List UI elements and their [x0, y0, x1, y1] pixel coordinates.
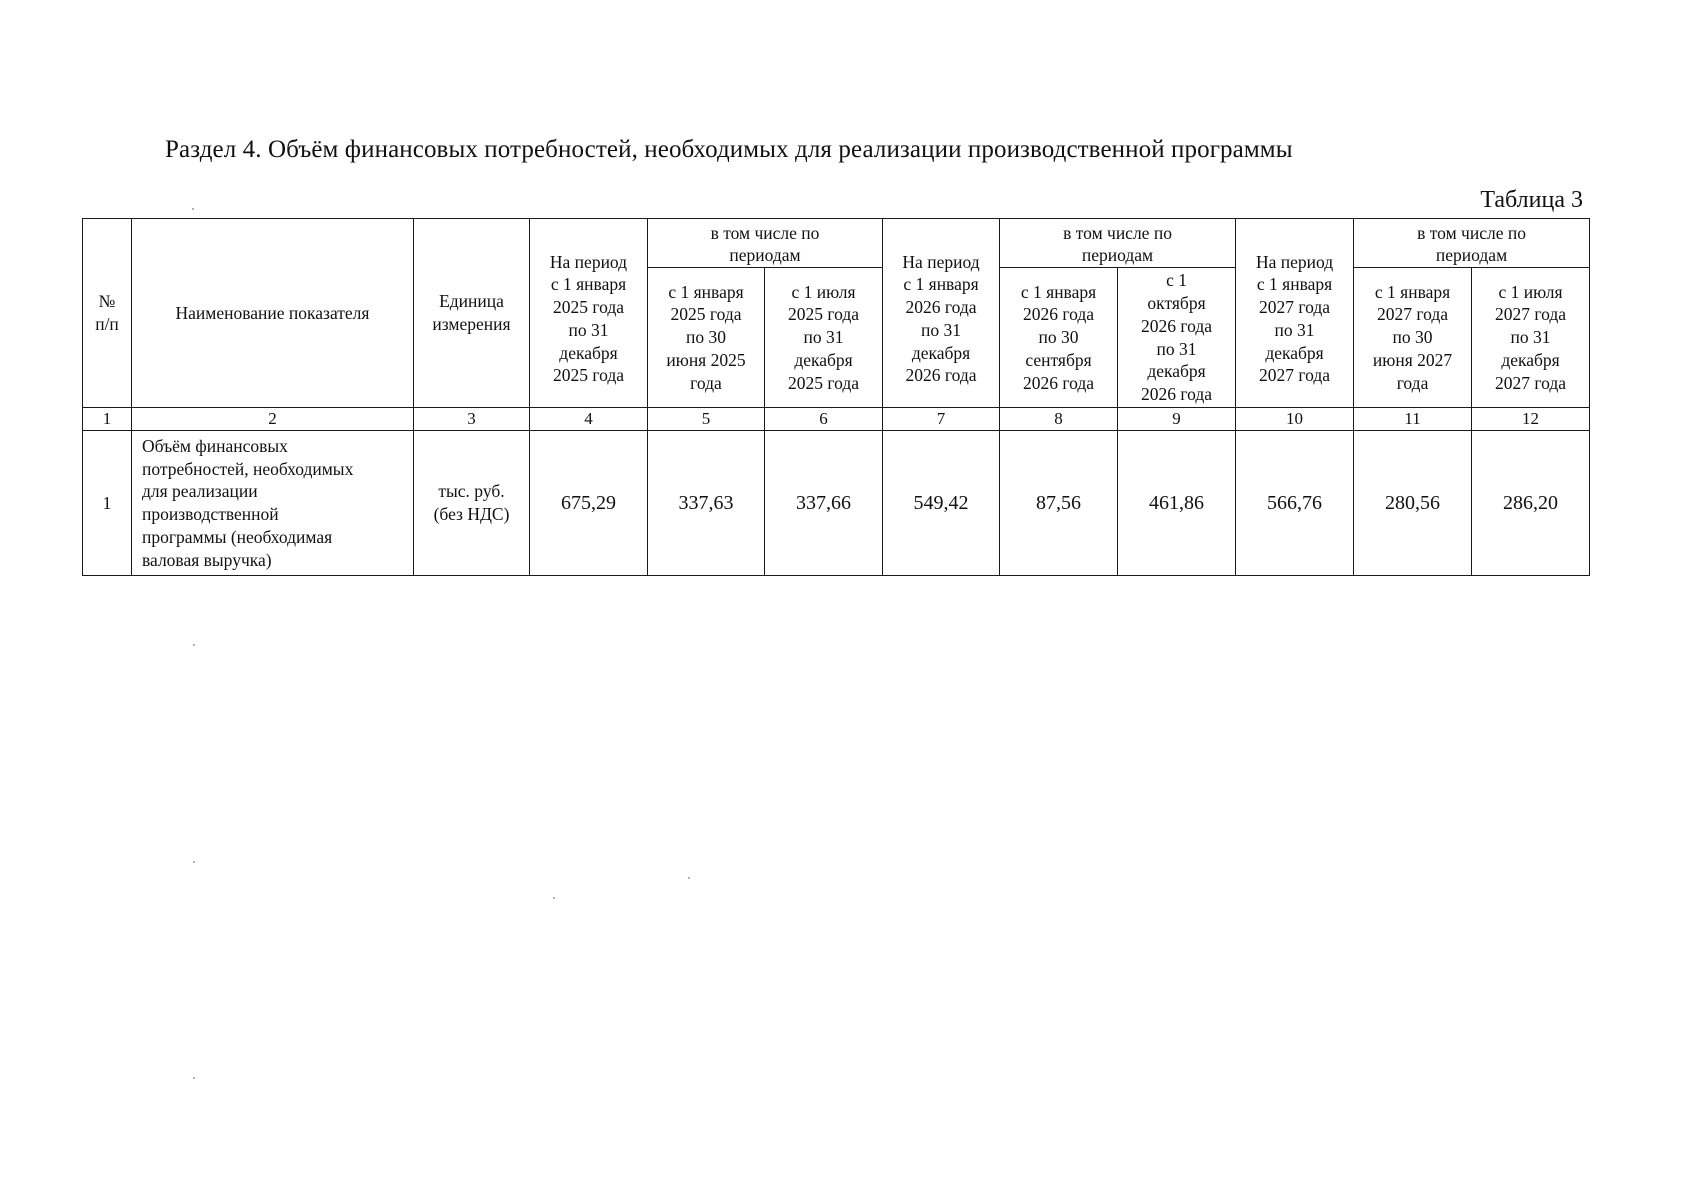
column-number: 8 — [1000, 408, 1118, 431]
column-number: 11 — [1354, 408, 1472, 431]
header-sub-2026-a: с 1 января 2026 года по 30 сентября 2026 года — [1000, 268, 1118, 408]
header-sub-2027-h2: с 1 июля 2027 года по 31 декабря 2027 года — [1472, 268, 1590, 408]
value-2027-h2: 286,20 — [1472, 431, 1590, 576]
header-group-2026: в том числе по периодам — [1000, 219, 1236, 268]
header-period-2027: На период с 1 января 2027 года по 31 декабря 2027 года — [1236, 219, 1354, 408]
row-indicator-name: Объём финансовых потребностей, необходимых для реализации производственной программы (необходимая валовая выручка) — [132, 431, 414, 576]
column-number: 3 — [414, 408, 530, 431]
column-number: 2 — [132, 408, 414, 431]
financial-needs-table — [82, 218, 1590, 576]
header-group-2027: в том числе по периодам — [1354, 219, 1590, 268]
row-unit: тыс. руб. (без НДС) — [414, 431, 530, 576]
column-number: 7 — [883, 408, 1000, 431]
column-number: 5 — [648, 408, 765, 431]
value-2027-h1: 280,56 — [1354, 431, 1472, 576]
header-period-2026: На период с 1 января 2026 года по 31 декабря 2026 года — [883, 219, 1000, 408]
row-num: 1 — [83, 431, 132, 576]
column-number: 10 — [1236, 408, 1354, 431]
value-2026-total: 549,42 — [883, 431, 1000, 576]
value-2025-total: 675,29 — [530, 431, 648, 576]
column-number-row — [83, 408, 1590, 431]
header-group-2025: в том числе по периодам — [648, 219, 883, 268]
table-row — [83, 431, 1590, 576]
scan-speck — [193, 644, 195, 646]
column-number: 6 — [765, 408, 883, 431]
header-sub-2025-h1: с 1 января 2025 года по 30 июня 2025 года — [648, 268, 765, 408]
value-2025-h1: 337,63 — [648, 431, 765, 576]
scan-speck — [192, 208, 194, 210]
table-caption: Таблица 3 — [1480, 187, 1583, 213]
header-sub-2026-b: с 1 октября 2026 года по 31 декабря 2026 года — [1118, 268, 1236, 408]
header-sub-2025-h2: с 1 июля 2025 года по 31 декабря 2025 года — [765, 268, 883, 408]
column-number: 1 — [83, 408, 132, 431]
value-2025-h2: 337,66 — [765, 431, 883, 576]
scan-speck — [553, 897, 555, 899]
scan-speck — [688, 877, 690, 879]
value-2026-a: 87,56 — [1000, 431, 1118, 576]
header-row-groups — [83, 219, 1590, 268]
value-2026-b: 461,86 — [1118, 431, 1236, 576]
header-num: № п/п — [83, 219, 132, 408]
section-title: Раздел 4. Объём финансовых потребностей, необходимых для реализации производственной программы — [165, 136, 1293, 163]
column-number: 9 — [1118, 408, 1236, 431]
header-sub-2027-h1: с 1 января 2027 года по 30 июня 2027 года — [1354, 268, 1472, 408]
header-name: Наименование показателя — [132, 219, 414, 408]
header-unit: Единица измерения — [414, 219, 530, 408]
column-number: 12 — [1472, 408, 1590, 431]
scan-speck — [193, 1077, 195, 1079]
column-number: 4 — [530, 408, 648, 431]
scan-speck — [193, 861, 195, 863]
value-2027-total: 566,76 — [1236, 431, 1354, 576]
header-period-2025: На период с 1 января 2025 года по 31 декабря 2025 года — [530, 219, 648, 408]
